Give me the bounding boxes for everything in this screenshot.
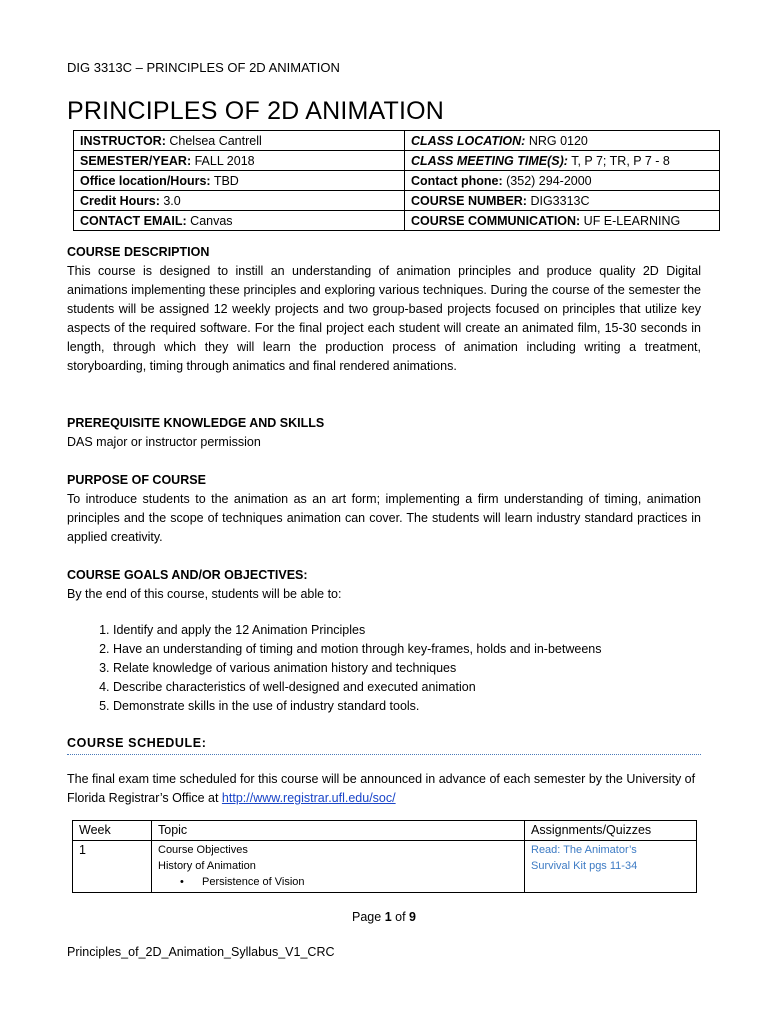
info-row	[74, 191, 720, 211]
office-value: TBD	[210, 173, 239, 188]
assignment-line: Survival Kit pgs 11-34	[531, 860, 638, 872]
course-number-label: COURSE NUMBER:	[411, 193, 527, 208]
registrar-link[interactable]: http://www.registrar.ufl.edu/soc/	[221, 791, 396, 805]
course-description-section	[67, 243, 701, 376]
week-cell: 1	[73, 841, 152, 893]
assignment-cell	[525, 841, 697, 893]
purpose-body: To introduce students to the animation as an art form; implementing a firm understanding of timing, animation principles and the scope of techniques animation can cover. The students will learn industry standard practices in applied creativity.	[67, 492, 701, 544]
contact-phone-value: (352) 294-2000	[502, 173, 592, 188]
credit-hours-value: 3.0	[159, 193, 181, 208]
course-description-heading: COURSE DESCRIPTION	[67, 245, 210, 259]
week-column-header: Week	[73, 821, 152, 841]
contact-phone-label: Contact phone:	[411, 173, 503, 188]
info-row	[74, 171, 720, 191]
office-label: Office location/Hours:	[80, 173, 211, 188]
instructor-label: INSTRUCTOR:	[80, 133, 166, 148]
info-row	[74, 151, 720, 171]
list-item: 1. Identify and apply the 12 Animation Principles	[113, 621, 733, 640]
instructor-value: Chelsea Cantrell	[165, 133, 262, 148]
class-location-label: CLASS LOCATION:	[411, 133, 526, 148]
page-number-of: of	[391, 910, 410, 924]
contact-email-value: Canvas	[186, 213, 233, 228]
topic-subitem: • Persistence of Vision	[158, 874, 518, 890]
final-exam-note-text: The final exam time scheduled for this course will be announced in advance of each semester by the University of Florida Registrar’s Office at	[67, 772, 696, 805]
page-number-total: 9	[409, 910, 416, 924]
table-row	[73, 841, 697, 893]
topic-line: Course Objectives	[158, 844, 248, 856]
meeting-time-value: T, P 7; TR, P 7 - 8	[567, 153, 670, 168]
meeting-time-label: CLASS MEETING TIME(S):	[411, 153, 568, 168]
list-item: 2. Have an understanding of timing and motion through key-frames, holds and in-betweens	[113, 640, 733, 659]
course-communication-label: COURSE COMMUNICATION:	[411, 213, 581, 228]
contact-email-label: CONTACT EMAIL:	[80, 213, 187, 228]
info-row	[74, 131, 720, 151]
schedule-table	[72, 820, 697, 893]
assignment-line: Read: The Animator’s	[531, 844, 637, 856]
purpose-heading: PURPOSE OF COURSE	[67, 473, 206, 487]
document-title: PRINCIPLES OF 2D ANIMATION	[67, 97, 445, 125]
footer-filename: Principles_of_2D_Animation_Syllabus_V1_CRC	[67, 945, 335, 959]
course-communication-value: UF E-LEARNING	[580, 213, 681, 228]
page-number	[0, 910, 768, 924]
class-location-value: NRG 0120	[525, 133, 588, 148]
course-number-value: DIG3313C	[526, 193, 590, 208]
goals-list	[67, 621, 733, 716]
page-number-prefix: Page	[352, 910, 385, 924]
goals-heading: COURSE GOALS AND/OR OBJECTIVES:	[67, 568, 308, 582]
list-item: 3. Relate knowledge of various animation history and techniques	[113, 659, 733, 678]
topic-column-header: Topic	[152, 821, 525, 841]
semester-value: FALL 2018	[191, 153, 255, 168]
goals-intro: By the end of this course, students will be able to:	[67, 587, 342, 601]
purpose-section	[67, 471, 701, 547]
semester-label: SEMESTER/YEAR:	[80, 153, 192, 168]
info-row	[74, 211, 720, 231]
credit-hours-label: Credit Hours:	[80, 193, 160, 208]
course-schedule-heading: COURSE SCHEDULE:	[67, 736, 701, 755]
running-header: DIG 3313C – PRINCIPLES OF 2D ANIMATION	[67, 60, 340, 75]
goals-section	[67, 566, 701, 604]
list-item: 4. Describe characteristics of well-designed and executed animation	[113, 678, 733, 697]
course-description-body: This course is designed to instill an understanding of animation principles and produce quality 2D Digital animations implementing these principles and exploring various techniques. During the course of the semester the students will be assigned 12 weekly projects and two group-based projects focused on principles that utilize key aspects of the required software. For the final project each student will create an animated film, 15-30 seconds in length, through which they will learn the production process of animation including writing a treatment, storyboarding, timing through animatics and final rendered animations.	[67, 264, 701, 373]
topic-cell	[152, 841, 525, 893]
list-item: 5. Demonstrate skills in the use of industry standard tools.	[113, 697, 733, 716]
schedule-header-row	[73, 821, 697, 841]
course-info-table	[73, 130, 720, 231]
prerequisite-body: DAS major or instructor permission	[67, 435, 261, 449]
assignments-column-header: Assignments/Quizzes	[525, 821, 697, 841]
final-exam-note	[67, 770, 707, 808]
page-number-current: 1	[384, 910, 392, 924]
prerequisite-section	[67, 414, 701, 452]
topic-line: History of Animation	[158, 860, 256, 872]
prerequisite-heading: PREREQUISITE KNOWLEDGE AND SKILLS	[67, 416, 325, 430]
